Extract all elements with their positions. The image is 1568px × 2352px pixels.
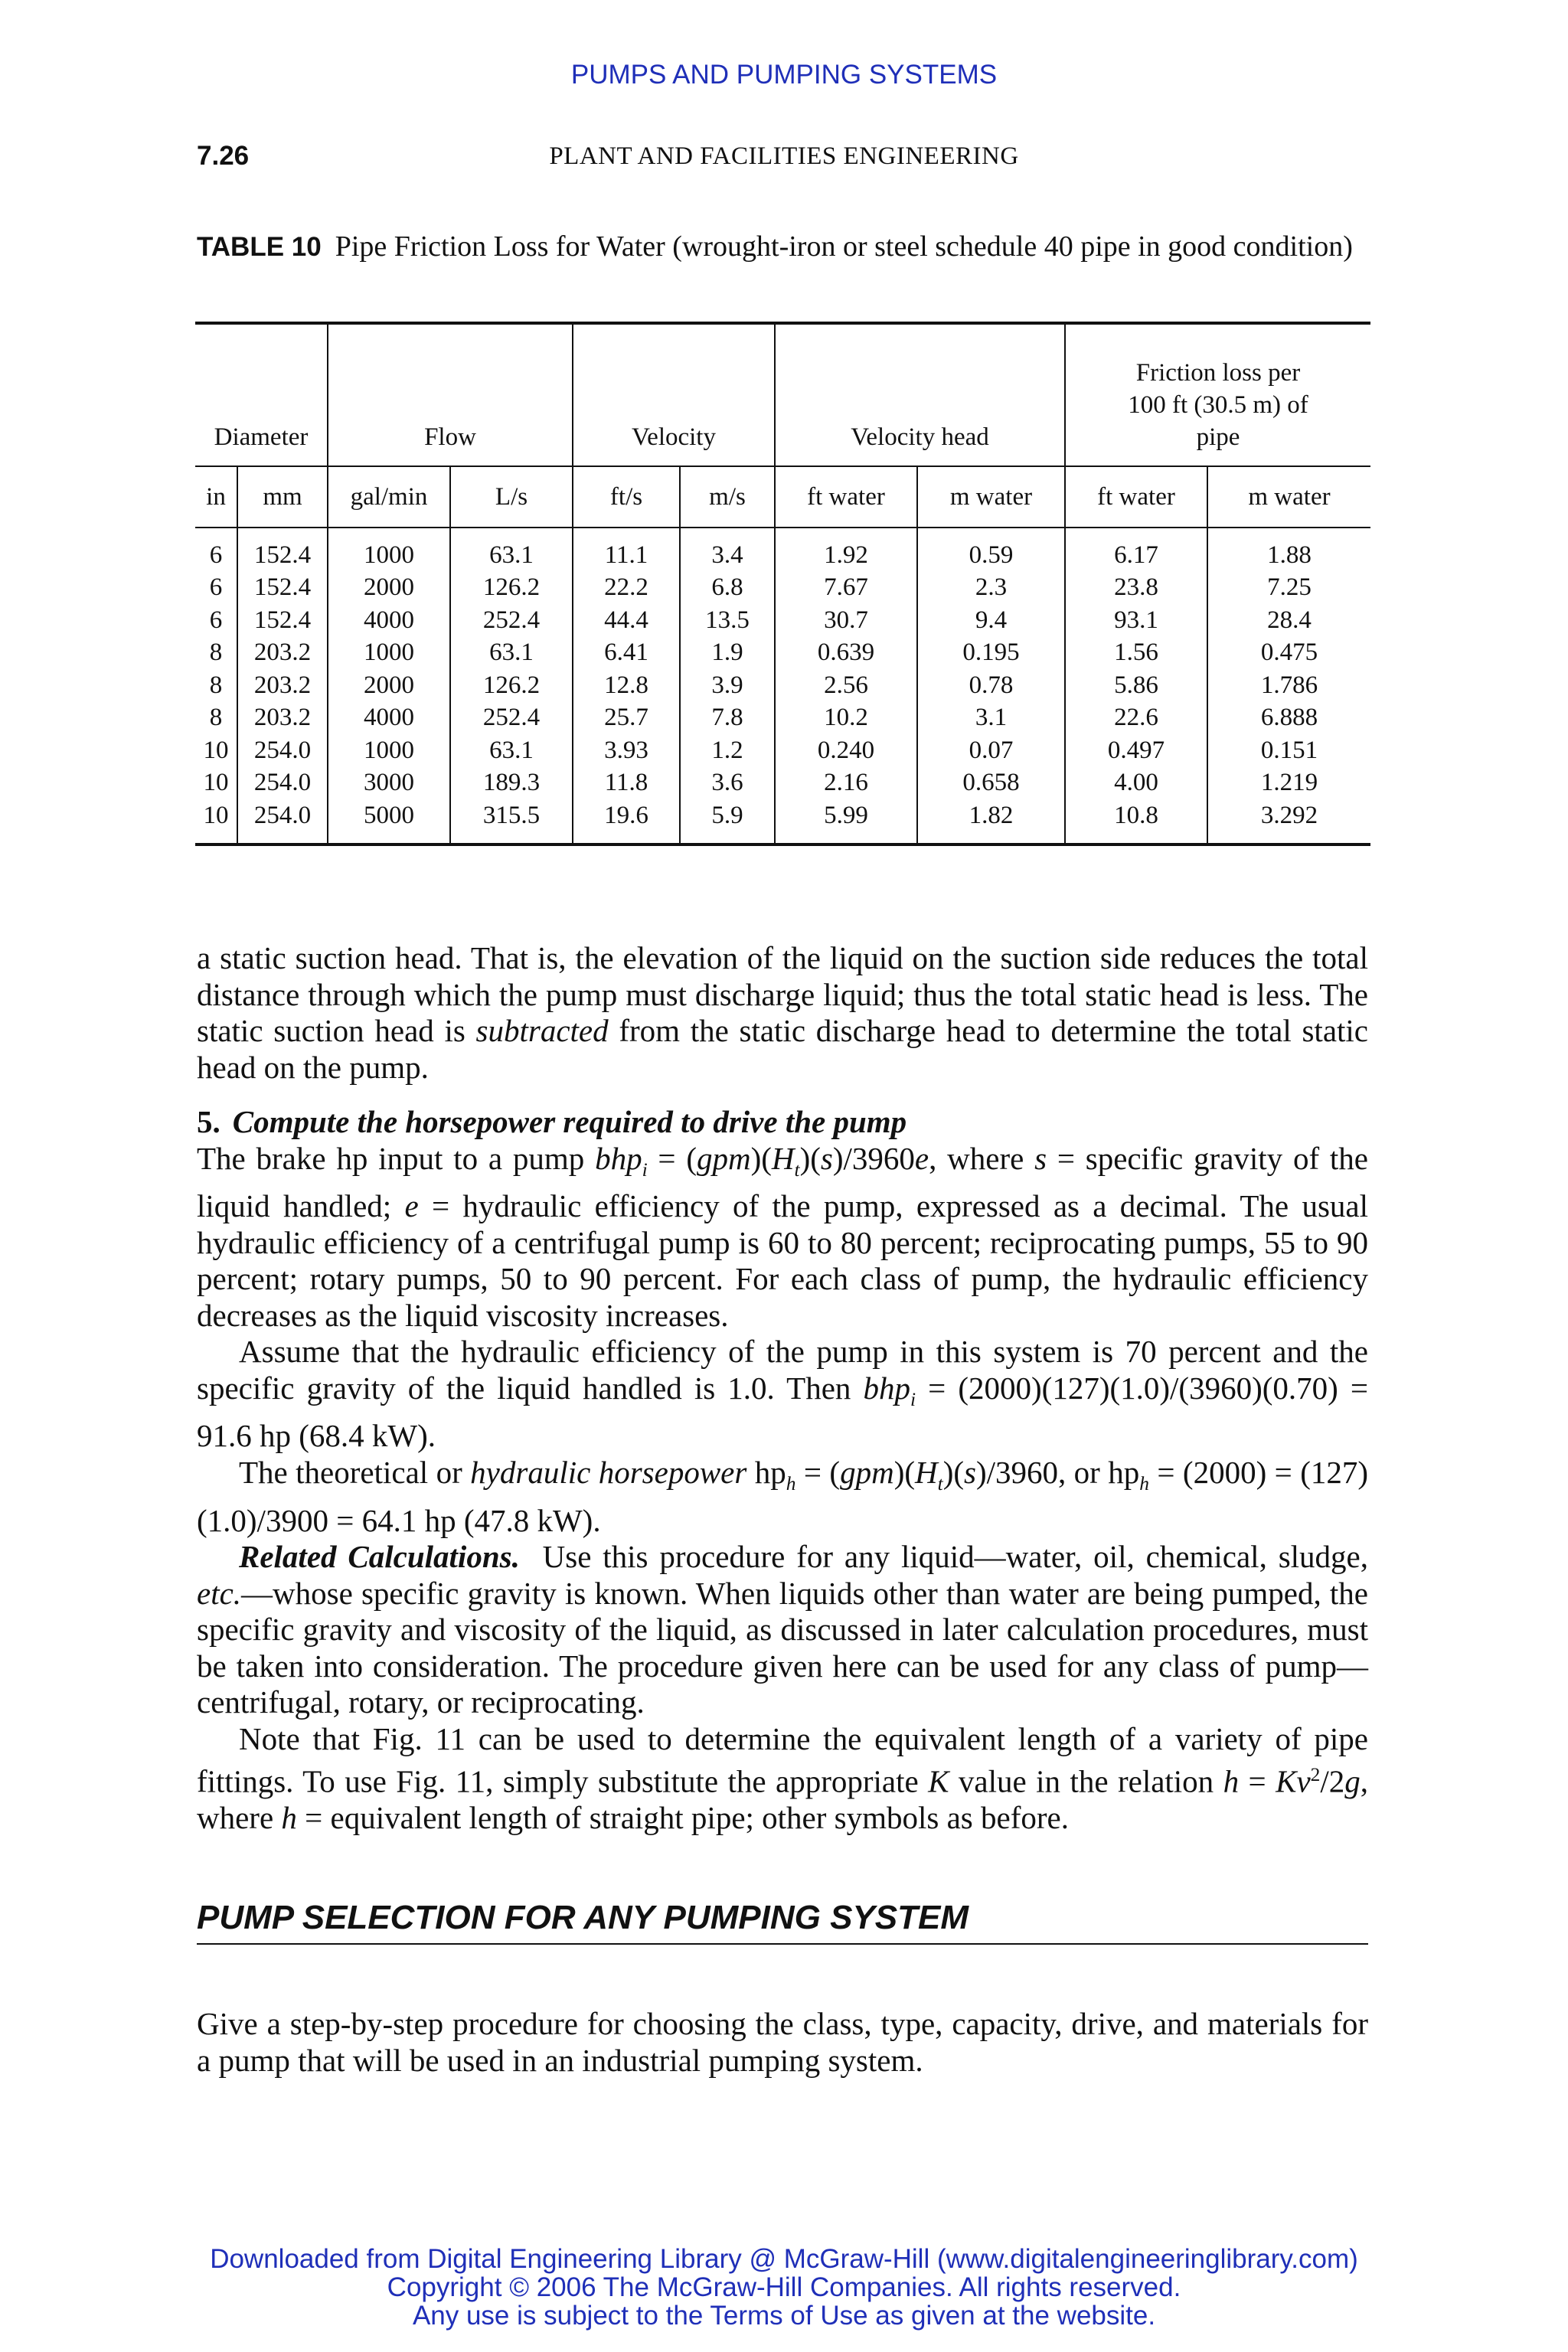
table-cell: 30.7 [775, 604, 917, 637]
para3-text-b: = (2000)(127)(1.0)/(3960)(0.70) = 91.6 hp (68.4 kW). [197, 1370, 1369, 1454]
table-cell: 10 [195, 799, 237, 844]
unit-in: in [195, 466, 237, 528]
step-5-heading [197, 1104, 1368, 1141]
table-cell: 10 [203, 769, 229, 797]
header-friction-loss [1065, 323, 1370, 466]
table-cell: 25.7 [573, 702, 680, 735]
table-cell: 28.4 [1207, 604, 1370, 637]
table-cell: 10.2 [775, 702, 917, 735]
para4-head-subscript: t [937, 1473, 943, 1495]
table-cell: 254.0 [237, 799, 328, 844]
table-cell: 10.8 [1065, 799, 1207, 844]
table-cell: 44.4 [573, 604, 680, 637]
table-cell: 6.888 [1207, 702, 1370, 735]
formula-eq: = ( [647, 1140, 697, 1176]
para4-text-f: )/3960, or hp [975, 1454, 1140, 1490]
table-row [195, 669, 1370, 702]
formula-s: s [820, 1140, 833, 1176]
table-cell: 0.475 [1207, 637, 1370, 670]
section-heading: PUMP SELECTION FOR ANY PUMPING SYSTEM [197, 1899, 1368, 1945]
table-cell: 93.1 [1065, 604, 1207, 637]
para7-text: Give a step-by-step procedure for choosing the class, type, capacity, drive, and materials for a pump that will be used in an industrial pumping system. [197, 2006, 1368, 2078]
paragraph-static-suction [197, 940, 1368, 1086]
table-row [195, 767, 1370, 800]
para4-head: H [915, 1454, 938, 1490]
table-cell: 19.6 [573, 799, 680, 844]
table-cell: 0.151 [1207, 734, 1370, 767]
para1-text-a: a static suction head. That is, the elevation of the liquid on the suction side reduces the total distance through which the pump must discharge liquid; thus the total static head is less. The static suction head is [197, 940, 1368, 1048]
table-cell: 1.9 [680, 637, 775, 670]
table-cell: 1.219 [1207, 767, 1370, 800]
para1-emphasis: subtracted [475, 1013, 609, 1048]
table-cell: 63.1 [450, 637, 573, 670]
unit-l-s: L/s [450, 466, 573, 528]
table-cell: 254.0 [237, 734, 328, 767]
formula-head: H [771, 1140, 795, 1176]
unit-m-s: m/s [680, 466, 775, 528]
table-cell: 7.67 [775, 572, 917, 605]
table-cell: 23.8 [1065, 572, 1207, 605]
table-cell: 3000 [328, 767, 450, 800]
friction-loss-table [195, 322, 1370, 846]
paragraph-related-calculations [197, 1539, 1368, 1721]
table-cell: 1.92 [775, 528, 917, 572]
formula-bhp-subscript: i [642, 1158, 648, 1181]
table-cell: 0.78 [917, 669, 1065, 702]
paragraph-pump-selection [197, 2006, 1368, 2079]
para3-bhp-subscript: i [910, 1388, 916, 1410]
table-cell: 11.8 [573, 767, 680, 800]
table-cell: 2000 [328, 669, 450, 702]
table-cell: 63.1 [450, 734, 573, 767]
table-units-row [195, 466, 1370, 528]
para2-text-a: The brake hp input to a pump [197, 1140, 596, 1176]
table-cell: 3.6 [680, 767, 775, 800]
formula-bhp: bhp [595, 1140, 642, 1176]
table-cell: 8 [209, 639, 223, 667]
table-cell: 152.4 [237, 528, 328, 572]
table-cell: 7.8 [680, 702, 775, 735]
table-group-header-row [195, 323, 1370, 466]
formula-sep-2: )( [799, 1140, 821, 1176]
para6-text-e: , where [197, 1763, 1369, 1836]
table-cell: 254.0 [237, 767, 328, 800]
table-row [195, 572, 1370, 605]
page-number: 7.26 [197, 141, 250, 171]
table-cell: 6 [209, 541, 223, 569]
table-row [195, 799, 1370, 844]
paragraph-hydraulic-hp [197, 1455, 1368, 1539]
table-row [195, 734, 1370, 767]
para4-text-a: The theoretical or [239, 1454, 471, 1490]
footer-line-3: Any use is subject to the Terms of Use as given at the website. [412, 2301, 1156, 2331]
table-caption [197, 230, 1368, 264]
table-cell: 0.195 [917, 637, 1065, 670]
table-cell: 203.2 [237, 637, 328, 670]
unit-gal-min: gal/min [328, 466, 450, 528]
table-cell: 2.56 [775, 669, 917, 702]
table-label: TABLE 10 [197, 232, 322, 262]
table-cell: 3.292 [1207, 799, 1370, 844]
table-cell: 6.17 [1065, 528, 1207, 572]
table-caption-text: Pipe Friction Loss for Water (wrought-iron or steel schedule 40 pipe in good condition) [335, 230, 1353, 263]
friction-header-line-3: pipe [1196, 423, 1240, 451]
step-5-block [197, 1104, 1368, 1837]
table-cell: 1000 [328, 528, 450, 572]
symbol-s: s [1034, 1140, 1047, 1176]
unit-mm: mm [237, 466, 328, 528]
formula-sep-1: )( [750, 1140, 772, 1176]
table-cell: 4000 [328, 604, 450, 637]
table-cell: 6 [209, 606, 223, 634]
table-cell: 1000 [328, 734, 450, 767]
table-cell: 3.9 [680, 669, 775, 702]
para6-square: 2 [1310, 1764, 1321, 1786]
table-cell: 11.1 [573, 528, 680, 572]
table-cell: 0.240 [775, 734, 917, 767]
table-cell: 0.497 [1065, 734, 1207, 767]
table-cell: 6 [209, 573, 223, 602]
para5-text-a: Use this procedure for any liquid—water, oil, chemical, sludge, [542, 1539, 1369, 1575]
table-cell: 252.4 [450, 604, 573, 637]
para5-etc: etc. [197, 1575, 242, 1611]
para6-h: h [1223, 1763, 1240, 1799]
formula-end: )/3960 [832, 1140, 915, 1176]
para4-hp: hp [746, 1454, 786, 1490]
header-velocity: Velocity [573, 323, 775, 466]
table-cell: 10 [203, 736, 229, 764]
table-cell: 152.4 [237, 572, 328, 605]
table-cell: 126.2 [450, 572, 573, 605]
table-cell: 3.93 [573, 734, 680, 767]
table-cell: 0.59 [917, 528, 1065, 572]
table-body [195, 528, 1370, 844]
para4-sep-1: )( [893, 1454, 916, 1490]
table-row [195, 528, 1370, 572]
table-cell: 189.3 [450, 767, 573, 800]
formula-gpm: gpm [697, 1140, 751, 1176]
para4-hp-subscript-2: h [1139, 1473, 1149, 1495]
para6-h-2: h [281, 1800, 297, 1836]
table-cell: 5.86 [1065, 669, 1207, 702]
table-cell: 8 [209, 704, 223, 732]
para4-text-c: = ( [795, 1454, 841, 1490]
para6-text-c: = [1239, 1763, 1276, 1799]
para3-text-a: Assume that the hydraulic efficiency of the pump in this system is 70 percent and the specific gravity of the liquid handled is 1.0. Then [197, 1334, 1368, 1406]
header-velocity-head: Velocity head [775, 323, 1065, 466]
table-cell: 12.8 [573, 669, 680, 702]
table-cell: 13.5 [680, 604, 775, 637]
header-diameter: Diameter [195, 323, 328, 466]
table-cell: 2000 [328, 572, 450, 605]
formula-e: e [914, 1140, 929, 1176]
table-cell: 6.41 [573, 637, 680, 670]
paragraph-assume-efficiency [197, 1334, 1368, 1455]
para4-text-g: = (2000) = (127)(1.0)/3900 = 64.1 hp (47.8 kW). [197, 1454, 1369, 1538]
formula-head-subscript: t [794, 1158, 800, 1181]
para6-text-f: = equivalent length of straight pipe; other symbols as before. [296, 1800, 1069, 1836]
table-cell: 152.4 [237, 604, 328, 637]
running-head: PUMPS AND PUMPING SYSTEMS [570, 60, 998, 90]
table-cell: 63.1 [450, 528, 573, 572]
table-cell: 126.2 [450, 669, 573, 702]
para4-emphasis: hydraulic horsepower [470, 1454, 747, 1490]
para3-bhp: bhp [863, 1370, 910, 1406]
table-cell: 3.1 [917, 702, 1065, 735]
symbol-e: e [404, 1188, 419, 1224]
table-row [195, 604, 1370, 637]
table-cell: 203.2 [237, 702, 328, 735]
table-cell: 5.9 [680, 799, 775, 844]
table-cell: 22.6 [1065, 702, 1207, 735]
related-calculations-label: Related Calculations. [239, 1539, 520, 1575]
table-cell: 4000 [328, 702, 450, 735]
paragraph-brake-hp [197, 1141, 1368, 1334]
para2-text-d: = hydraulic efficiency of the pump, expressed as a decimal. The usual hydraulic efficiency of a centrifugal pump is 60 to 80 percent; reciprocating pumps, 55 to 90 percent; rotary pumps, 50 to 90 percent. For each class of pump, the hydraulic efficiency decreases as the liquid viscosity increases. [197, 1188, 1368, 1333]
para6-kv: Kv [1276, 1763, 1311, 1799]
footer-line-1[interactable]: Downloaded from Digital Engineering Library @ McGraw-Hill (www.digitalengineeringlibrary.com) [210, 2244, 1358, 2274]
table-cell: 5000 [328, 799, 450, 844]
footer [0, 2245, 1568, 2330]
para4-gpm: gpm [840, 1454, 894, 1490]
book-title: PLANT AND FACILITIES ENGINEERING [549, 142, 1019, 170]
table-cell: 1.2 [680, 734, 775, 767]
table-cell: 7.25 [1207, 572, 1370, 605]
para4-sep-2: )( [942, 1454, 964, 1490]
para6-g: g [1344, 1763, 1361, 1799]
table-cell: 4.00 [1065, 767, 1207, 800]
table-cell: 1000 [328, 637, 450, 670]
unit-vh-m-water: m water [917, 466, 1065, 528]
table-row [195, 702, 1370, 735]
footer-line-2: Copyright © 2006 The McGraw-Hill Companies. All rights reserved. [387, 2272, 1181, 2302]
table-cell: 1.56 [1065, 637, 1207, 670]
table-cell: 0.658 [917, 767, 1065, 800]
header-flow: Flow [328, 323, 573, 466]
unit-ft-s: ft/s [573, 466, 680, 528]
friction-header-line-1: Friction loss per [1135, 359, 1301, 387]
table-cell: 5.99 [775, 799, 917, 844]
table-cell: 1.88 [1207, 528, 1370, 572]
table-cell: 2.16 [775, 767, 917, 800]
table-row [195, 637, 1370, 670]
table-cell: 2.3 [917, 572, 1065, 605]
unit-fl-m-water: m water [1207, 466, 1370, 528]
table-cell: 22.2 [573, 572, 680, 605]
table-cell: 0.07 [917, 734, 1065, 767]
para6-k: K [928, 1763, 949, 1799]
paragraph-fig-11-note [197, 1721, 1368, 1837]
para5-text-b: —whose specific gravity is known. When liquids other than water are being pumped, the specific gravity and viscosity of the liquid, as discussed in later calculation procedures, must be taken into consideration. The procedure given here can be used for any class of pump—centrifugal, rotary, or reciprocating. [197, 1575, 1368, 1720]
para1-text-b: from the static discharge head to determine the total static head on the pump. [197, 1013, 1368, 1085]
table-cell: 3.4 [680, 528, 775, 572]
table-cell: 6.8 [680, 572, 775, 605]
table-cell: 315.5 [450, 799, 573, 844]
para4-s: s [964, 1454, 976, 1490]
para2-text-c: = specific gravity of the liquid handled; [197, 1140, 1368, 1224]
table-cell: 1.82 [917, 799, 1065, 844]
para6-text-b: value in the relation [949, 1763, 1223, 1799]
friction-header-line-2: 100 ft (30.5 m) of [1128, 391, 1308, 419]
table-cell: 252.4 [450, 702, 573, 735]
table-cell: 0.639 [775, 637, 917, 670]
para6-text-d: /2 [1320, 1763, 1345, 1799]
table-cell: 8 [209, 671, 223, 699]
step-5-heading-text: Compute the horsepower required to drive the pump [232, 1104, 907, 1139]
para4-hp-subscript: h [786, 1473, 796, 1495]
step-5-number: 5. [197, 1104, 220, 1139]
para2-text-b: , where [929, 1140, 1035, 1176]
unit-fl-ft-water: ft water [1065, 466, 1207, 528]
table-cell: 1.786 [1207, 669, 1370, 702]
table-cell: 9.4 [917, 604, 1065, 637]
unit-vh-ft-water: ft water [775, 466, 917, 528]
para6-text-a: Note that Fig. 11 can be used to determine the equivalent length of a variety of pipe fittings. To use Fig. 11, simply substitute the appropriate [197, 1720, 1368, 1799]
table-cell: 203.2 [237, 669, 328, 702]
